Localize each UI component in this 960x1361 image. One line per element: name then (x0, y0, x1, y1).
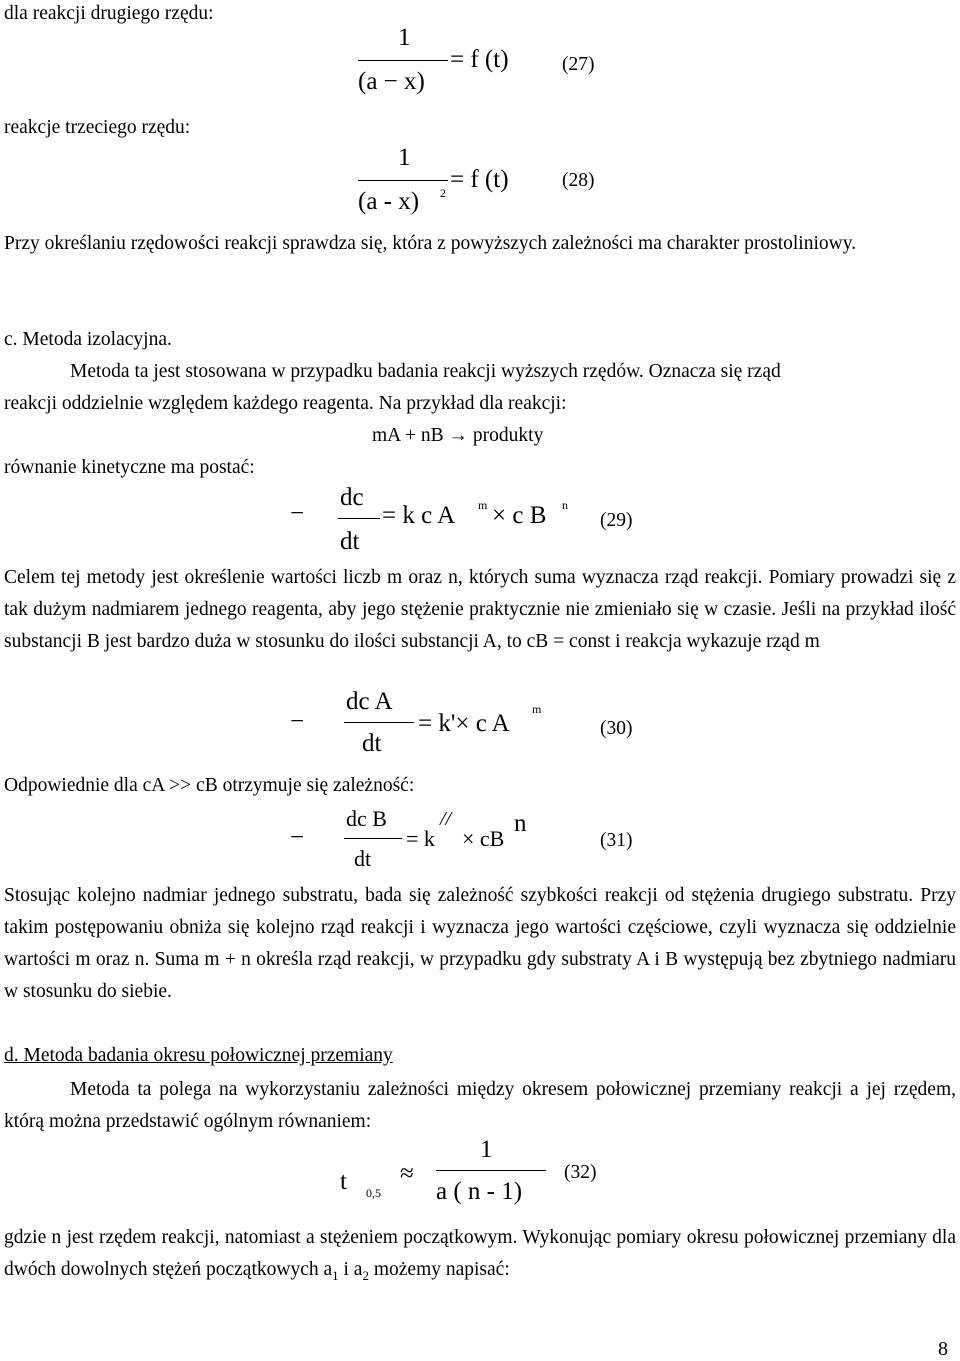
eq-numerator: dc A (346, 688, 393, 715)
equation-31 (290, 802, 690, 882)
section-heading: d. Metoda badania okresu połowicznej przemiany (4, 1045, 393, 1066)
eq-rhs: = f (t) (450, 46, 509, 73)
eq-approx: ≈ (400, 1160, 414, 1187)
paragraph-text: możemy napisać: (368, 1259, 510, 1280)
equation-30 (290, 688, 690, 768)
page-number: 8 (938, 1338, 948, 1360)
subscript: 1 (332, 1267, 339, 1283)
fraction-bar (344, 838, 402, 839)
eq-minus: − (290, 708, 305, 735)
paragraph-text: gdzie n jest rzędem reakcji, natomiast a stężeniem początkowym. Wykonując pomiary okresu połowicznej przemiany dla dwóch dowolnych stężeń początkowych a (4, 1227, 956, 1280)
eq-numerator: 1 (398, 24, 411, 51)
reaction-equation: mA + nB → produkty (372, 425, 544, 446)
paragraph-text: i a (338, 1259, 363, 1280)
eq-rhs: = k (406, 826, 435, 851)
eq-numerator: dc B (346, 806, 387, 831)
fraction-bar (338, 518, 380, 519)
equation-28 (350, 140, 650, 230)
eq-numerator: 1 (480, 1136, 493, 1163)
eq-rhs: = f (t) (450, 166, 509, 193)
eq-denominator: a ( n - 1) (436, 1178, 523, 1205)
fraction-bar (358, 180, 448, 181)
paragraph: Stosując kolejno nadmiar jednego substratu, bada się zależność szybkości reakcji od stężenia drugiego substratu. Przy takim postępowaniu obniża się kolejno rząd reakcji i wyznacza jego wartości częściowe, czyli wyznacza się oddzielnie wartości m oraz n. Suma m + n określa rząd reakcji, w przypadku gdy substraty A i B występują bez zbytniego nadmiaru w stosunku do siebie. (4, 885, 956, 1002)
eq-rhs: × c B (492, 502, 547, 529)
eq-rhs: = k'× c A (418, 710, 510, 737)
equation-number: (29) (600, 510, 633, 531)
paragraph: Przy określaniu rzędowości reakcji sprawdza się, która z powyższych zależności ma charakter prostoliniowy. (4, 233, 857, 254)
eq-exponent: n (514, 810, 527, 837)
fraction-bar (358, 60, 448, 61)
eq-double-prime: // (440, 808, 452, 830)
eq-numerator: 1 (398, 144, 411, 171)
eq-minus: − (290, 500, 305, 527)
text-line: dla reakcji drugiego rzędu: (4, 3, 214, 24)
eq-exponent: m (478, 498, 488, 512)
equation-27 (350, 20, 650, 110)
eq-denominator: dt (340, 528, 360, 555)
equation-number: (27) (562, 54, 595, 75)
text-line: reakcje trzeciego rzędu: (4, 117, 191, 138)
eq-rhs: = k c A (382, 502, 456, 529)
equation-32 (340, 1136, 660, 1226)
eq-exponent: 2 (440, 186, 446, 200)
equation-29 (290, 480, 690, 570)
paragraph (4, 1222, 956, 1292)
equation-number: (32) (564, 1162, 597, 1183)
section-heading: c. Metoda izolacyjna. (4, 329, 172, 350)
eq-numerator: dc (340, 484, 364, 511)
eq-lhs: t (340, 1168, 347, 1195)
eq-exponent: n (562, 498, 568, 512)
eq-denominator: dt (354, 846, 372, 871)
subscript: 2 (362, 1267, 369, 1283)
eq-minus: − (290, 824, 305, 851)
eq-denominator: dt (362, 730, 382, 757)
equation-number: (31) (600, 830, 633, 851)
eq-denominator: (a − x) (358, 68, 425, 95)
text-line: reakcji oddzielnie względem każdego reagenta. Na przykład dla reakcji: (4, 393, 567, 414)
paragraph: Metoda ta polega na wykorzystaniu zależności między okresem połowicznej przemiany reakcji a jej rzędem, którą można przedstawić ogólnym równaniem: (4, 1079, 956, 1132)
equation-number: (28) (562, 170, 595, 191)
eq-denominator: (a - x) (358, 188, 420, 215)
fraction-bar (436, 1170, 546, 1171)
eq-exponent: m (532, 702, 542, 716)
text-line: Odpowiednie dla cA >> cB otrzymuje się zależność: (4, 775, 415, 796)
equation-number: (30) (600, 718, 633, 739)
paragraph: Celem tej metody jest określenie wartości liczb m oraz n, których suma wyznacza rząd reakcji. Pomiary prowadzi się z tak dużym nadmiarem jednego reagenta, aby jego stężenie praktycznie nie zmieniało się w czasie. Jeśli na przykład ilość substancji B jest bardzo duża w stosunku do ilości substancji A, to cB = const i reakcja wykazuje rząd m (4, 567, 956, 652)
text-line: równanie kinetyczne ma postać: (4, 457, 255, 478)
eq-subscript: 0,5 (366, 1186, 381, 1200)
text-line: Metoda ta jest stosowana w przypadku badania reakcji wyższych rzędów. Oznacza się rząd (70, 361, 781, 382)
fraction-bar (344, 722, 414, 723)
eq-rhs: × cB (462, 826, 505, 851)
